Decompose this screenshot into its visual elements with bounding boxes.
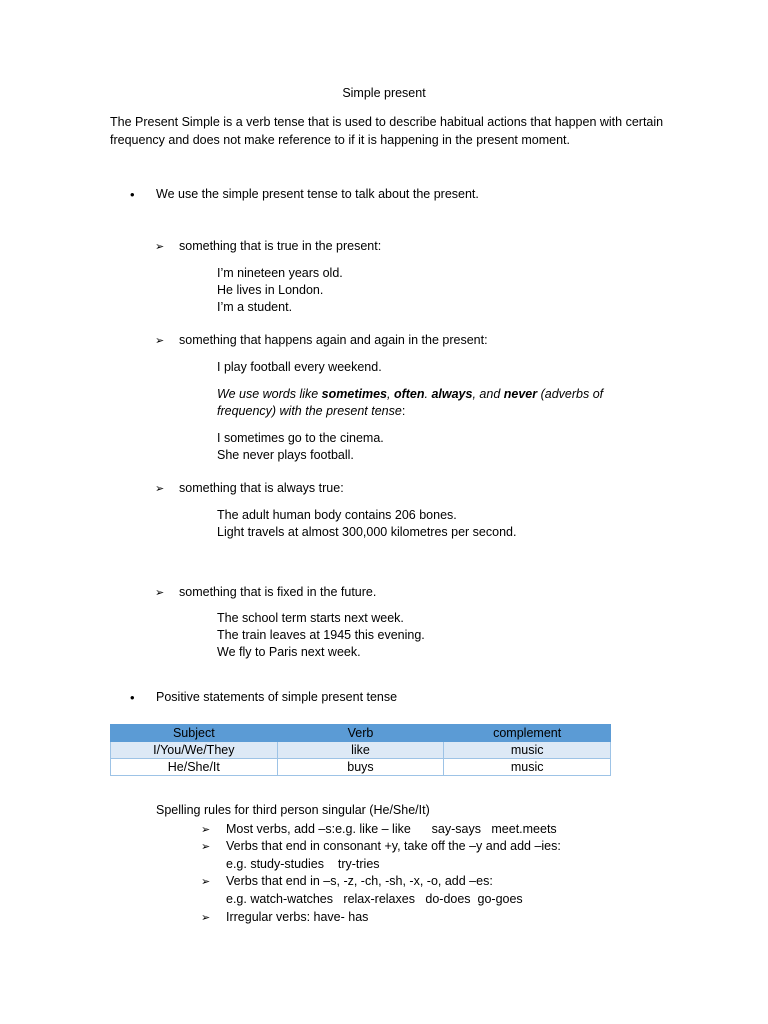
- arrow-icon: ➢: [201, 841, 211, 853]
- example-line: We fly to Paris next week.: [217, 644, 361, 659]
- spelling-rule-line: Most verbs, add –s:e.g. like – like say-says meet.meets: [226, 822, 557, 836]
- example-line: I play football every weekend.: [217, 360, 382, 374]
- section-heading-true-present: something that is true in the present:: [179, 239, 382, 253]
- table-header-subject: Subject: [111, 725, 278, 742]
- example-line: The train leaves at 1945 this evening.: [217, 627, 425, 642]
- arrow-icon: ➢: [155, 483, 165, 495]
- table-cell: He/She/It: [111, 759, 278, 776]
- spelling-rule-line: Irregular verbs: have- has: [226, 910, 369, 924]
- page-title: Simple present: [342, 86, 426, 100]
- arrow-icon: ➢: [155, 335, 165, 347]
- example-line: Light travels at almost 300,000 kilometres per second.: [217, 524, 517, 539]
- table-header-verb: Verb: [277, 725, 444, 742]
- example-group: [217, 610, 425, 660]
- example-line: I sometimes go to the cinema.: [217, 431, 384, 445]
- example-line: She never plays football.: [217, 447, 354, 462]
- note-adverb: never: [503, 387, 538, 401]
- note-adverb: always: [431, 387, 473, 401]
- note-adverb: sometimes: [321, 387, 387, 401]
- section-heading-again-again: something that happens again and again in the present:: [179, 333, 488, 347]
- example-line: I’m nineteen years old.: [217, 266, 343, 280]
- example-group: [217, 430, 384, 464]
- note-colon: :: [401, 403, 406, 418]
- intro-paragraph: The Present Simple is a verb tense that is used to describe habitual actions that happen with certain frequency and does not make reference to if it is happening in the present moment.: [110, 115, 664, 147]
- spelling-rule-example: e.g. watch-watches relax-relaxes do-does go-goes: [226, 892, 523, 906]
- table-cell: music: [444, 742, 611, 759]
- arrow-icon: ➢: [201, 824, 211, 836]
- section-heading-fixed-future: something that is fixed in the future.: [179, 585, 377, 599]
- note-text: We use words like: [217, 387, 322, 401]
- table-row: [111, 759, 611, 776]
- bullet-icon: •: [130, 690, 135, 705]
- table-header-complement: complement: [444, 725, 611, 742]
- arrow-icon: ➢: [155, 587, 165, 599]
- arrow-icon: ➢: [201, 876, 211, 888]
- table-cell: buys: [277, 759, 444, 776]
- arrow-icon: ➢: [201, 912, 211, 924]
- table-header-row: [111, 725, 611, 742]
- note-text: ,: [386, 387, 394, 401]
- table-cell: I/You/We/They: [111, 742, 278, 759]
- note-text: .: [424, 387, 432, 401]
- note-adverb: often: [393, 387, 425, 401]
- spelling-rule-line: Verbs that end in consonant +y, take off the –y and add –ies:: [226, 839, 561, 853]
- note-text: , and: [472, 387, 504, 401]
- spelling-rule-line: Verbs that end in –s, -z, -ch, -sh, -x, -o, add –es:: [226, 874, 493, 888]
- bullet-text-present: We use the simple present tense to talk about the present.: [156, 187, 479, 201]
- example-group: [217, 507, 516, 541]
- example-group: [217, 359, 382, 376]
- table-cell: like: [277, 742, 444, 759]
- adverb-note: [217, 386, 637, 420]
- spelling-rules-title: Spelling rules for third person singular (He/She/It): [156, 803, 430, 817]
- spelling-rule-example: e.g. study-studies try-tries: [226, 857, 380, 871]
- example-line: The school term starts next week.: [217, 611, 404, 625]
- example-group: [217, 265, 343, 315]
- example-line: The adult human body contains 206 bones.: [217, 508, 457, 522]
- table-cell: music: [444, 759, 611, 776]
- bullet-text-positive: Positive statements of simple present tense: [156, 690, 398, 704]
- example-line: He lives in London.: [217, 282, 324, 297]
- table-row: [111, 742, 611, 759]
- arrow-icon: ➢: [155, 241, 165, 253]
- example-line: I’m a student.: [217, 299, 293, 314]
- section-heading-always-true: something that is always true:: [179, 481, 344, 495]
- positive-statements-table: [110, 724, 611, 776]
- note-text: (adverbs of frequency) with the present tense: [217, 387, 604, 418]
- bullet-icon: •: [130, 187, 135, 202]
